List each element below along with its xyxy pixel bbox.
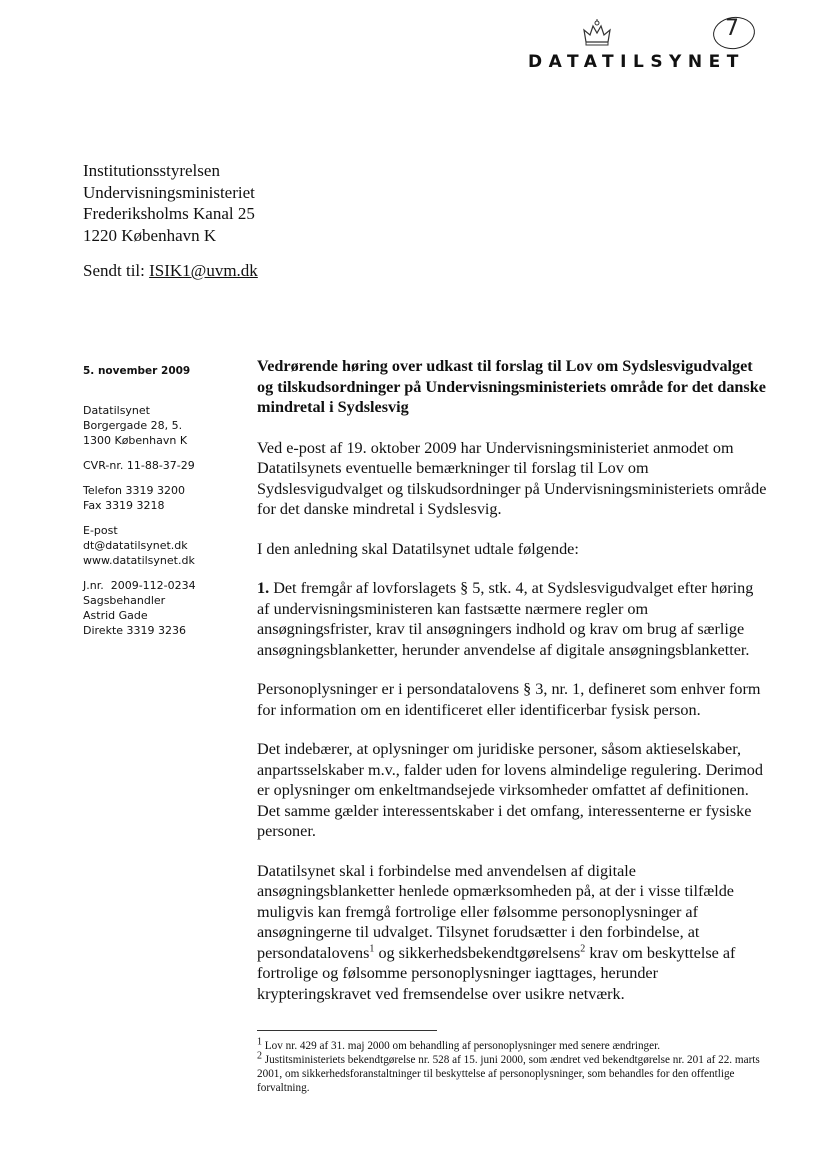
footnote-ref: 2 <box>580 943 586 955</box>
case-block <box>83 578 243 638</box>
paragraph: I den anledning skal Datatilsynet udtale følgende: <box>257 539 579 558</box>
sender-sidebar <box>83 364 243 648</box>
contact-block <box>83 523 243 568</box>
footnote <box>257 1036 767 1053</box>
footnote-ref: 1 <box>369 943 375 955</box>
sender-address-line: 1300 København K <box>83 434 188 447</box>
cvr-number <box>83 458 243 473</box>
paragraph-point-1 <box>257 578 767 660</box>
case-handler-name: Astrid Gade <box>83 609 148 622</box>
case-number: J.nr. 2009-112-0234 <box>83 579 196 592</box>
paragraph-text: og sikkerhedsbekendtgørelsens <box>374 943 581 962</box>
paragraph: Personoplysninger er i persondatalovens § 3, nr. 1, defineret som enhver form for information om en identificeret eller identificerbar fysisk person. <box>257 680 761 719</box>
recipient-address <box>83 160 255 246</box>
paragraph: Ved e-post af 19. oktober 2009 har Undervisningsministeriet anmodet om Datatilsynets eventuelle bemærkninger til forslag til Lov om Sydslesvigudvalget og tilskudsordninger på Undervisningsministeriets område for det danske mindretal i Sydslesvig. <box>257 438 767 518</box>
sender-address <box>83 403 243 448</box>
paragraph: Det indebærer, at oplysninger om juridiske personer, såsom aktieselskaber, anpartsselskaber m.v., falder uden for lovens almindelige regulering. Derimod er oplysninger om enkeltmandsejede virksomheder omfattet af definitionen. Det samme gælder interessentskaber i det omfang, interessenterne er fysiske personer. <box>257 740 763 840</box>
sender-address-line: Borgergade 28, 5. <box>83 419 183 432</box>
case-handler-label: Sagsbehandler <box>83 594 166 607</box>
footnote <box>257 1050 767 1095</box>
cvr-text: CVR-nr. 11-88-37-29 <box>83 459 195 472</box>
website-link[interactable]: www.datatilsynet.dk <box>83 554 195 567</box>
letter-body <box>257 356 767 1023</box>
paragraph-text: krav om beskyttelse af fortrolige og følsomme personoplysninger iagttages, herunder krypteringskravet ved fremsendelse over usikre netværk. <box>257 943 736 1003</box>
footnotes <box>257 1036 767 1095</box>
sent-to-email-link[interactable]: ISIK1@uvm.dk <box>149 261 258 280</box>
phone-line: Telefon 3319 3200 <box>83 484 185 497</box>
address-line: Institutionsstyrelsen <box>83 161 220 180</box>
sent-to-label: Sendt til: <box>83 261 150 280</box>
footnote-mark: 1 <box>257 1036 262 1048</box>
sender-address-line: Datatilsynet <box>83 404 150 417</box>
direct-phone: Direkte 3319 3236 <box>83 624 187 637</box>
letter-date: 5. november 2009 <box>83 365 191 377</box>
address-line: Undervisningsministeriet <box>83 182 255 202</box>
footnote-text: Lov nr. 429 af 31. maj 2000 om behandling af personoplysninger med senere ændringer. <box>262 1040 661 1052</box>
email-link[interactable]: dt@datatilsynet.dk <box>83 539 188 552</box>
footnote-divider <box>257 1030 437 1031</box>
address-line: Frederiksholms Kanal 25 <box>83 204 255 223</box>
email-label: E-post <box>83 524 118 537</box>
sent-to-line <box>83 261 258 281</box>
footnote-mark: 2 <box>257 1050 262 1062</box>
paragraph-with-footnotes <box>257 861 767 1005</box>
page-number: 7 <box>725 16 739 41</box>
paragraph-text: Datatilsynet skal i forbindelse med anvendelsen af digitale ansøgningsblanketter henlede opmærksomheden på, at der i visse tilfælde muligvis kan fremgå fortrolige eller følsomme personoplysninger af ansøgningerne til udvalget. Tilsynet forudsætter i den forbindelse, at persondatalovens <box>257 861 734 962</box>
paragraph-text: Det fremgår af lovforslagets § 5, stk. 4, at Sydslesvigudvalget efter høring af undervisningsministeren kan fastsætte nærmere regler om ansøgningsfrister, krav til ansøgningers indhold og krav om brug af særlige ansøgningsblanketter, herunder anvendelse af digitale ansøgningsblanketter. <box>257 579 754 659</box>
subject-heading: Vedrørende høring over udkast til forslag til Lov om Sydslesvigudvalget og tilskudsordninger på Undervisningsministeriets område for det danske mindretal i Sydslesvig <box>257 357 766 416</box>
phone-block <box>83 483 243 513</box>
crown-icon <box>580 18 614 48</box>
address-line: 1220 København K <box>83 225 217 245</box>
point-number: 1. <box>257 579 270 597</box>
datatilsynet-logo: DATATILSYNET <box>528 52 745 72</box>
fax-line: Fax 3319 3218 <box>83 499 165 512</box>
footnote-text: Justitsministeriets bekendtgørelse nr. 528 af 15. juni 2000, som ændret ved bekendtgørelse nr. 201 af 22. marts 2001, om sikkerhedsforanstaltninger til beskyttelse af personoplysninger, som behandles for den offentlige forvaltning. <box>257 1054 760 1094</box>
